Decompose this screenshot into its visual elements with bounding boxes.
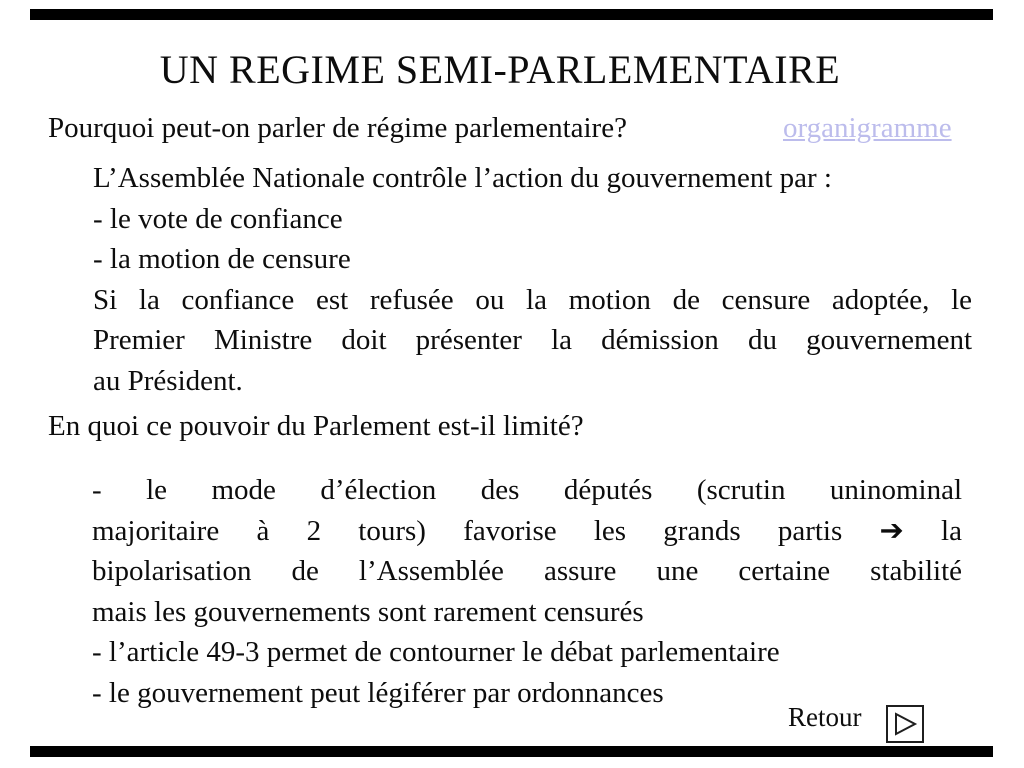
organigramme-link[interactable]: organigramme — [783, 112, 952, 144]
next-slide-button[interactable] — [886, 705, 924, 743]
paragraph-line: Premier Ministre doit présenter la démission du gouvernement — [93, 324, 972, 356]
paragraph-line: mais les gouvernements sont rarement censurés — [92, 595, 644, 628]
paragraph-line: Si la confiance est refusée ou la motion de censure adoptée, le — [93, 283, 972, 316]
paragraph-line: majoritaire à 2 tours) favorise les grands partis ➔ la — [92, 514, 962, 547]
assemblee-controle-block — [93, 158, 972, 401]
limites-parlement-block — [92, 470, 962, 713]
bullet-article-49-3: - l’article 49-3 permet de contourner le débat parlementaire — [92, 636, 780, 668]
question-regime-parlementaire: Pourquoi peut-on parler de régime parlementaire? — [48, 112, 627, 144]
bullet-ordonnances: - le gouvernement peut légiférer par ordonnances — [92, 676, 664, 709]
slide-title: UN REGIME SEMI-PARLEMENTAIRE — [159, 47, 841, 92]
retour-label[interactable]: Retour — [788, 702, 862, 732]
paragraph-line: au Président. — [93, 364, 243, 397]
bullet-motion-de-censure: - la motion de censure — [93, 243, 351, 275]
play-triangle-icon — [891, 711, 919, 737]
bottom-letterbox-bar — [30, 746, 993, 757]
bullet-vote-de-confiance: - le vote de confiance — [93, 202, 343, 235]
paragraph-line: bipolarisation de l’Assemblée assure une certaine stabilité — [92, 555, 962, 587]
question-pouvoir-limite: En quoi ce pouvoir du Parlement est-il limité? — [48, 410, 584, 442]
paragraph-line: - le mode d’élection des députés (scrutin uninominal — [92, 474, 962, 506]
top-letterbox-bar — [30, 9, 993, 20]
block1-intro-line: L’Assemblée Nationale contrôle l’action du gouvernement par : — [93, 162, 832, 194]
